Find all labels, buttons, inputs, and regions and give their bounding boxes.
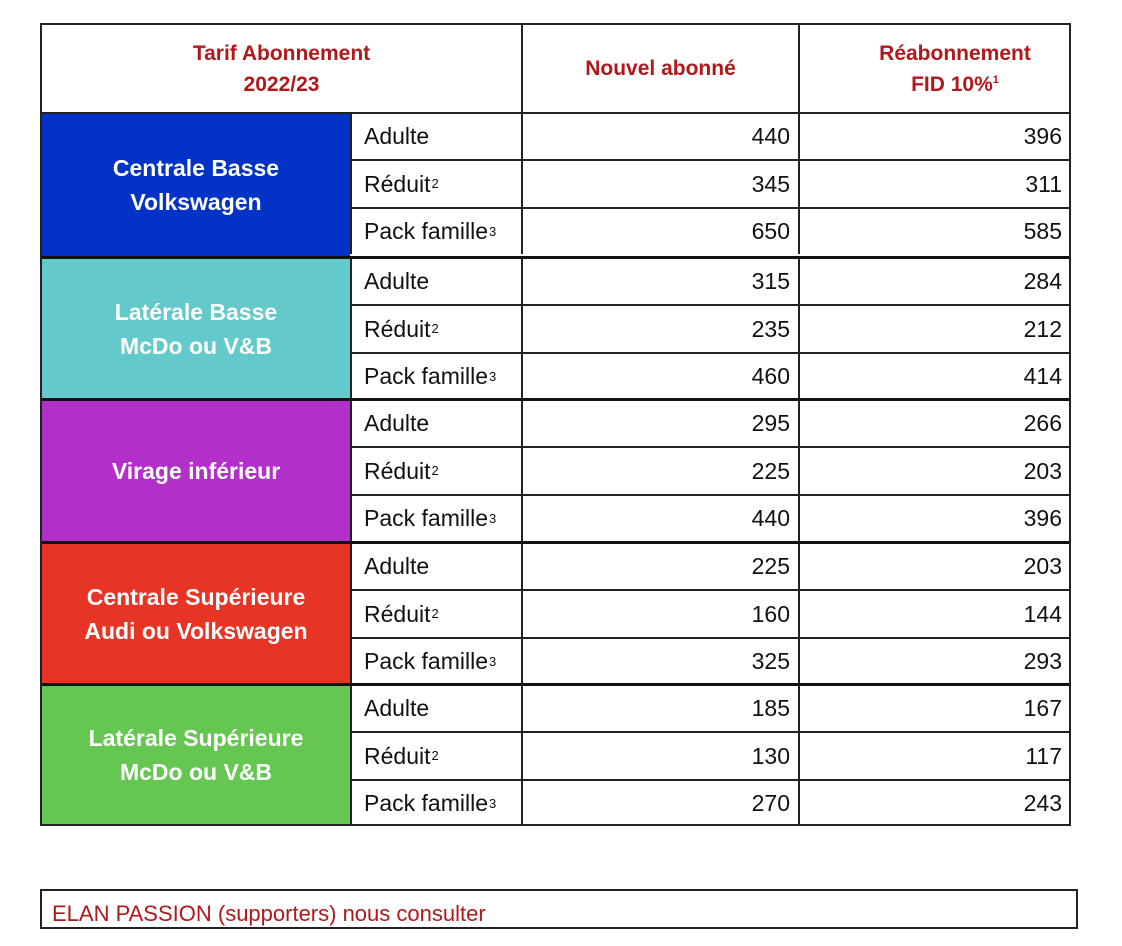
table-row	[350, 352, 1070, 399]
price-renewal: 311	[1025, 170, 1062, 197]
ticket-type-label: Adulte	[364, 695, 430, 721]
ticket-type-label: Adulte	[364, 268, 430, 294]
price-renewal: 293	[1023, 648, 1062, 674]
price-new-subscriber: 270	[523, 781, 800, 826]
price-renewal: 243	[1023, 790, 1062, 816]
price-renewal: 266	[1023, 410, 1062, 436]
table-row	[350, 731, 1070, 779]
ticket-type-cell: Pack famille 3	[350, 209, 523, 254]
ticket-type-cell: Pack famille 3	[350, 639, 523, 684]
table-row	[350, 686, 1070, 731]
zone-name-line1: Latérale Supérieure	[88, 725, 304, 751]
ticket-type-label: Pack famille	[364, 218, 488, 244]
zone-name-cell	[42, 114, 350, 256]
zone-name-line2: McDo ou V&B	[119, 759, 273, 785]
zone-name-line2: Volkswagen	[130, 189, 262, 215]
price-new-subscriber: 130	[523, 733, 800, 779]
zone-name-cell	[42, 401, 350, 541]
header-reabonnement-line2: FID 10%	[911, 72, 993, 96]
price-renewal: 585	[1023, 218, 1062, 244]
header-tarif	[42, 25, 523, 112]
table-row	[350, 544, 1070, 589]
price-renewal: 203	[1023, 553, 1062, 579]
header-tarif-line2: 2022/23	[243, 72, 320, 96]
footer-text: ELAN PASSION (supporters) nous consulter	[52, 901, 486, 926]
ticket-type-cell: Pack famille 3	[350, 354, 523, 399]
zone-group	[42, 541, 1069, 683]
price-new-subscriber: 440	[523, 114, 800, 159]
table-row	[350, 637, 1070, 684]
ticket-type-label: Réduit	[364, 457, 431, 484]
zone-name-line1: Centrale Supérieure	[86, 583, 306, 610]
ticket-type-cell: Pack famille 3	[350, 496, 523, 541]
header-reabonnement	[800, 25, 1070, 112]
zone-name-line2: McDo ou V&B	[119, 332, 273, 359]
price-new-subscriber: 225	[523, 544, 800, 589]
price-renewal: 212	[1023, 315, 1062, 342]
header-reabonnement-note: 1	[992, 73, 999, 86]
ticket-type-cell	[350, 686, 523, 731]
zone-name-line1: Centrale Basse	[112, 155, 280, 181]
price-renewal: 144	[1023, 600, 1062, 627]
ticket-type-label: Réduit	[364, 315, 431, 342]
price-new-subscriber: 345	[523, 161, 800, 207]
price-new-subscriber: 225	[523, 448, 800, 494]
ticket-type-cell: Réduit 2	[350, 733, 523, 779]
price-new-subscriber: 295	[523, 401, 800, 446]
ticket-type-cell: Réduit 2	[350, 306, 523, 352]
price-renewal: 203	[1023, 457, 1062, 484]
ticket-type-label: Pack famille	[364, 363, 488, 389]
table-header	[42, 25, 1069, 114]
ticket-type-label: Pack famille	[364, 505, 488, 531]
price-new-subscriber: 440	[523, 496, 800, 541]
ticket-type-label: Adulte	[364, 410, 430, 436]
ticket-type-label: Pack famille	[364, 790, 488, 816]
table-row	[350, 779, 1070, 826]
table-row	[350, 589, 1070, 637]
table-row	[350, 401, 1070, 446]
zone-group	[42, 398, 1069, 541]
ticket-type-label: Réduit	[364, 600, 431, 627]
ticket-type-cell	[350, 114, 523, 159]
zone-name-line1: Virage inférieur	[111, 458, 281, 484]
price-new-subscriber: 325	[523, 639, 800, 684]
table-row	[350, 494, 1070, 541]
price-renewal: 396	[1023, 505, 1062, 531]
zone-name-cell	[42, 686, 350, 824]
header-tarif-line1: Tarif Abonnement	[192, 41, 371, 65]
zone-name-cell	[42, 259, 350, 398]
header-nouvel-abonne: Nouvel abonné	[523, 25, 800, 112]
ticket-type-cell: Réduit 2	[350, 591, 523, 637]
zone-group	[42, 256, 1069, 398]
ticket-type-label: Réduit	[364, 170, 431, 197]
price-renewal: 284	[1023, 268, 1062, 294]
table-row	[350, 159, 1070, 207]
price-new-subscriber: 315	[523, 259, 800, 304]
ticket-type-cell: Réduit 2	[350, 161, 523, 207]
price-renewal: 167	[1023, 695, 1062, 721]
ticket-type-label: Adulte	[364, 553, 430, 579]
price-new-subscriber: 160	[523, 591, 800, 637]
ticket-type-label: Adulte	[364, 123, 430, 149]
ticket-type-cell	[350, 544, 523, 589]
footer-note	[40, 889, 1078, 929]
price-new-subscriber: 650	[523, 209, 800, 254]
table-row	[350, 207, 1070, 254]
ticket-type-cell	[350, 401, 523, 446]
price-renewal: 414	[1023, 363, 1062, 389]
pricing-table	[40, 23, 1071, 826]
price-new-subscriber: 235	[523, 306, 800, 352]
ticket-type-cell: Pack famille 3	[350, 781, 523, 826]
price-renewal: 396	[1023, 123, 1062, 149]
ticket-type-label: Réduit	[364, 742, 431, 769]
table-row	[350, 259, 1070, 304]
zone-group	[42, 114, 1069, 256]
zone-name-cell	[42, 544, 350, 683]
table-row	[350, 304, 1070, 352]
ticket-type-cell: Réduit 2	[350, 448, 523, 494]
price-new-subscriber: 185	[523, 686, 800, 731]
zone-name-line1: Latérale Basse	[114, 298, 278, 325]
price-renewal: 117	[1025, 742, 1062, 769]
table-row	[350, 114, 1070, 159]
zone-group	[42, 683, 1069, 824]
price-new-subscriber: 460	[523, 354, 800, 399]
ticket-type-label: Pack famille	[364, 648, 488, 674]
ticket-type-cell	[350, 259, 523, 304]
zone-name-line2: Audi ou Volkswagen	[84, 617, 308, 644]
header-reabonnement-line1: Réabonnement	[879, 41, 1031, 65]
table-row	[350, 446, 1070, 494]
